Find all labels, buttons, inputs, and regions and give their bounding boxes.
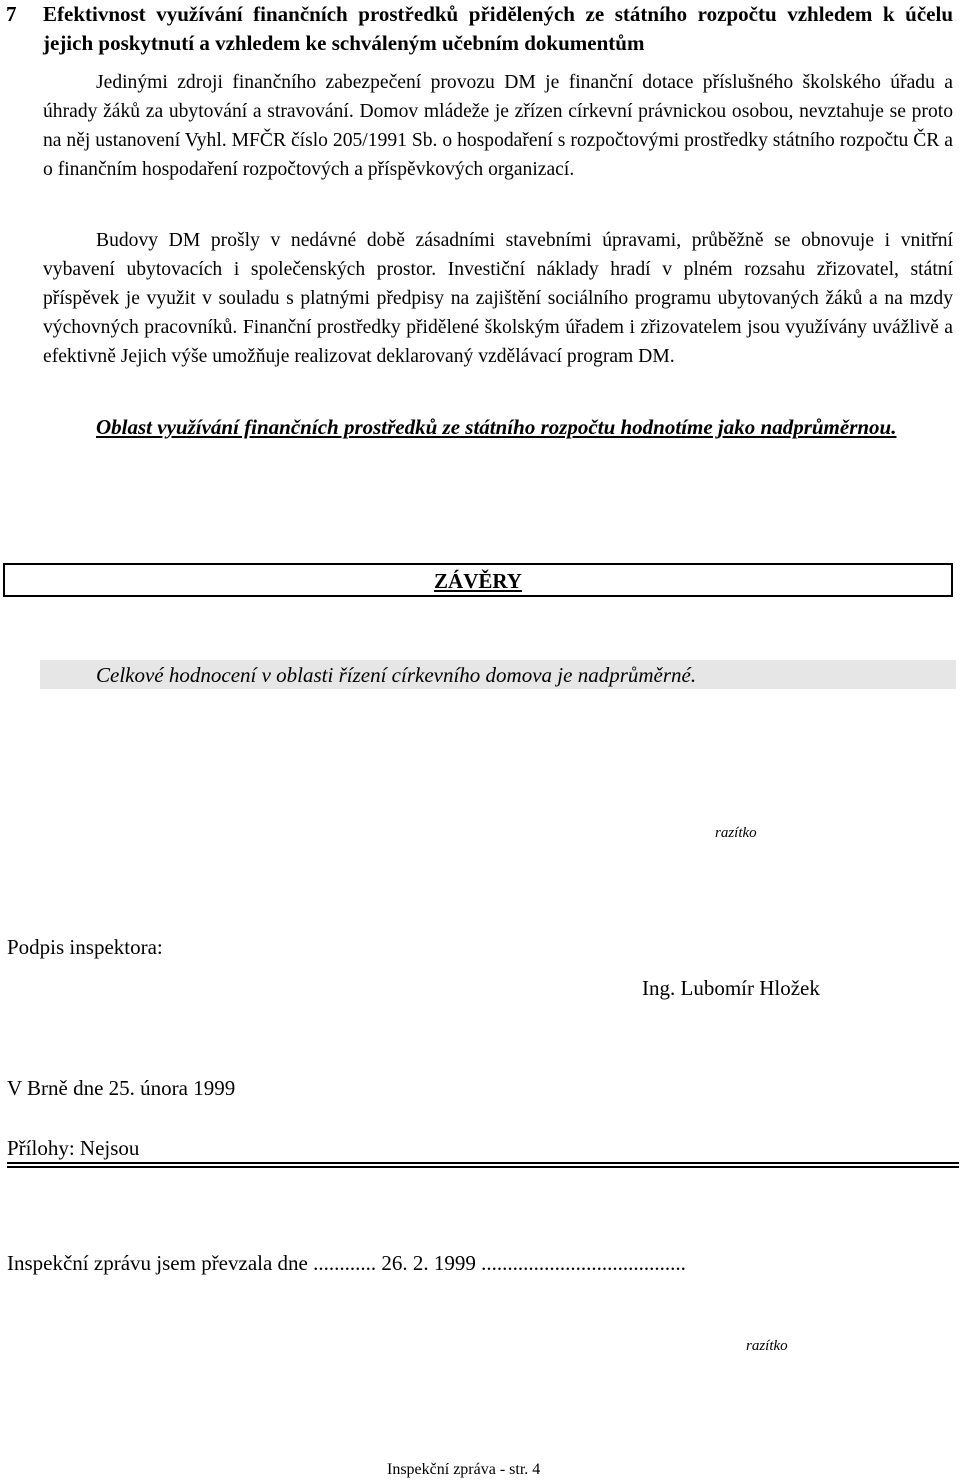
attachments: Přílohy: Nejsou — [7, 1136, 140, 1160]
section-number: 7 — [6, 2, 17, 26]
conclusions-summary-band — [40, 660, 956, 689]
section-title: Efektivnost využívání finančních prostředků přidělených ze státního rozpočtu vzhledem k účelu jejich poskytnutí a vzhledem ke schváleným učebním dokumentům — [43, 2, 953, 55]
paragraph-funding — [43, 68, 953, 184]
conclusions-heading-box — [3, 563, 953, 597]
assessment-text: Oblast využívání finančních prostředků ze státního rozpočtu hodnotíme jako nadprůměrnou. — [96, 415, 897, 439]
conclusions-summary: Celkové hodnocení v oblasti řízení církevního domova je nadprůměrné. — [96, 663, 697, 687]
double-divider — [7, 1162, 959, 1168]
page-footer: Inspekční zpráva - str. 4 — [387, 1461, 541, 1478]
paragraph-buildings-text: Budovy DM prošly v nedávné době zásadními stavebními úpravami, průběžně se obnovuje i vnitřní vybavení ubytovacích i společenských prostor. Investiční náklady hradí v plném rozsahu zřizovatel, státní příspěvek je využit v souladu s platnými předpisy na zajištění sociálního programu ubytovaných žáků a na mzdy výchovných pracovníků. Finanční prostředky přidělené školským úřadem i zřizovatelem jsou využívány uvážlivě a efektivně Jejich výše umožňuje realizovat deklarovaný vzdělávací program DM. — [43, 230, 953, 367]
paragraph-funding-text: Jedinými zdroji finančního zabezpečení provozu DM je finanční dotace příslušného školského úřadu a úhrady žáků za ubytování a stravování. Domov mládeže je zřízen církevní právnickou osobou, nevztahuje se proto na něj ustanovení Vyhl. MFČR číslo 205/1991 Sb. o hospodaření s rozpočtovými prostředky státního rozpočtu ČR a o finančním hospodaření rozpočtových a příspěvkových organizací. — [43, 72, 953, 180]
paragraph-buildings — [43, 226, 953, 371]
assessment-statement — [43, 412, 953, 442]
inspector-name: Ing. Lubomír Hložek — [642, 976, 820, 1000]
signature-label: Podpis inspektora: — [7, 935, 163, 959]
receipt-line: Inspekční zprávu jsem převzala dne ............ 26. 2. 1999 ....................................... — [7, 1251, 686, 1275]
conclusions-heading: ZÁVĚRY — [434, 569, 522, 593]
stamp-label-top: razítko — [715, 825, 757, 841]
place-date: V Brně dne 25. února 1999 — [7, 1076, 236, 1100]
stamp-label-bottom: razítko — [746, 1338, 788, 1354]
